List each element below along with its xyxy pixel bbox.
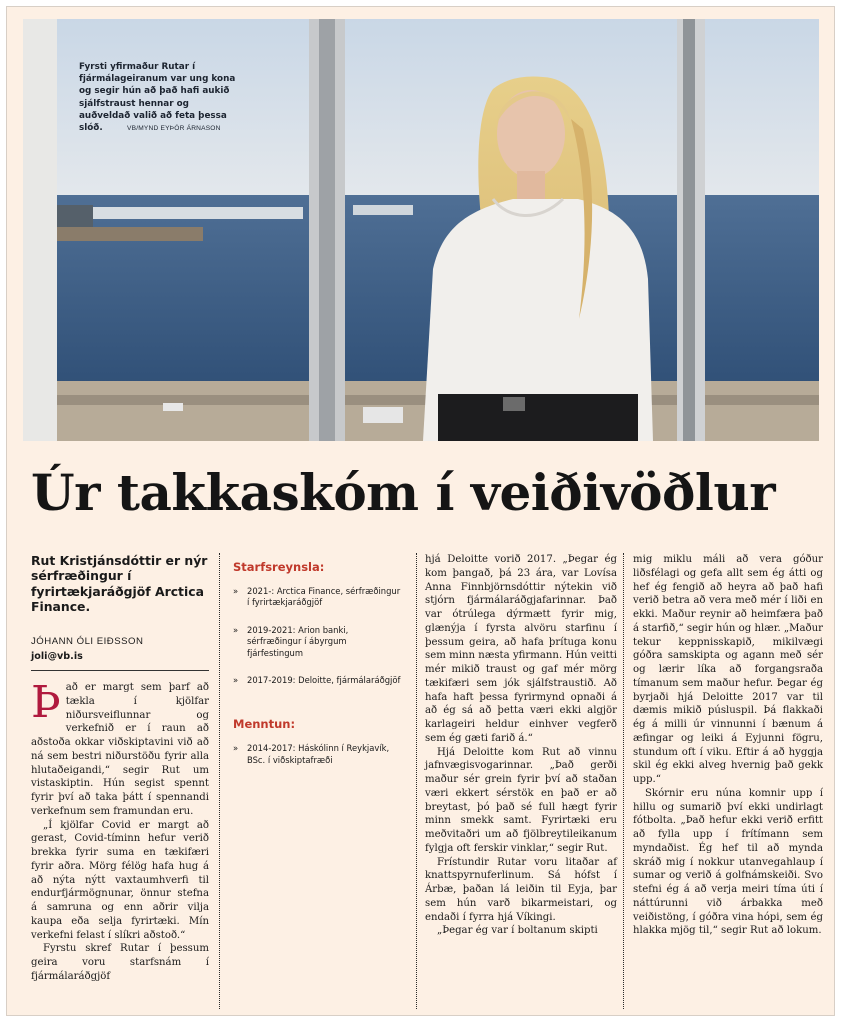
body-paragraph: mig miklu máli að vera góður liðsfélagi og gefa allt sem ég átti og hef ég fengið að heyra að það hafi verið betra að vera með mér í liði en ekki. Maður reynir að heimfæra það á starfið,“ segir hún og hlær. „Maður tekur keppnisskapið, mikilvægi góðra samskipta og agann með sér og lærir líka að forgangsraða tímanum sem maður hefur. Þegar ég byrjaði hjá Deloitte 2017 var til dæmis mikið púsluspil. Þá flakkaði ég á milli úr vinnunni í bænum á æfingar og leiki á Eyjunni fögru, stundum oft í viku. Eftir á að hyggja skil ég ekki alveg hvernig það gekk upp.“: [633, 554, 823, 785]
career-text: 2017-2019: Deloitte, fjármálaráðgjöf: [247, 675, 401, 686]
education-heading: Menntun:: [233, 717, 296, 732]
bullet-mark: »: [233, 586, 239, 596]
factbox: [233, 560, 403, 782]
body-paragraph: Hjá Deloitte kom Rut að vinnu jafnvægisvogarinnar. „Það gerði maður sér grein fyrir því að staðan væri ekkert sérstök en það er að breytast, þó það sé full hægt fyrir minn smekk samt. Fyrirtæki eru meðvitaðri um að fjölbreytileikanum fylgja oft ferskir vinklar,“ segir Rut.: [425, 746, 617, 854]
dropcap: Þ: [31, 677, 61, 729]
column-divider: [623, 553, 624, 1009]
career-item: [233, 675, 403, 686]
career-item: [233, 586, 403, 609]
body-paragraph: „Þegar ég var í boltanum skipti: [437, 925, 598, 937]
body-paragraph: „Í kjölfar Covid er margt að gerast, Covid-tíminn hefur verið brekka fyrir suma en tækifæri fyrir aðra. Mörg félög hafa hug á að nýta nýtt vaxtaumhverfi til endurfjármögnunar, önnur stefna á samruna og enn aðrir vilja kaupa eða selja fyrirtæki. Mín verkefni felast í slíkri aðstoð.“: [31, 819, 209, 941]
body-paragraph: [31, 677, 209, 819]
lead-text: Rut Kristjánsdóttir er nýr sérfræðingur í fyrirtækjaráðgjöf Arctica Finance.: [31, 553, 208, 615]
photo-credit: VB/MYND EYÞÓR ÁRNASON: [127, 125, 221, 132]
byline-rule: [31, 670, 209, 671]
column-divider: [219, 553, 220, 1009]
body-paragraph: Frístundir Rutar voru litaðar af knattspyrnuferlinum. Sá hófst í Árbæ, þaðan lá leiðin til Eyja, þar sem hún varð bikarmeistari, og endaði í fyrra hjá Víkingi.: [425, 856, 617, 923]
byline-author: JÓHANN ÓLI EIÐSSON: [31, 635, 144, 647]
headline: Úr takkaskóm í veiðivöðlur: [31, 463, 776, 522]
article-photo: [23, 19, 819, 441]
career-text: 2021-: Arctica Finance, sérfræðingur í fyrirtækjaráðgjöf: [247, 586, 401, 608]
bullet-mark: »: [233, 743, 239, 754]
bullet-mark: »: [233, 675, 239, 686]
body-text: að er margt sem þarf að tækla í kjölfar niðursveiflunnar og verkefnið er í raun að aðstoða okkar viðskiptavini við að ná sem bestri niðurstöðu fyrir alla hlutaðeigandi,“ segir Rut um vistaskiptin. Hún segist spennt fyrir því að taka þátt í spennandi verkefnum sem framundan eru.: [31, 682, 209, 817]
newspaper-page: [6, 6, 835, 1016]
career-text: 2019-2021: Arion banki, sérfræðingur í ábyrgum fjárfestingum: [247, 624, 349, 658]
column-3: [425, 553, 617, 938]
byline-email[interactable]: joli@vb.is: [31, 651, 83, 663]
career-heading: Starfsreynsla:: [233, 560, 325, 574]
bullet-mark: »: [233, 624, 239, 635]
education-item: [233, 743, 403, 766]
education-text: 2014-2017: Háskólinn í Reykjavík, BSc. í viðskiptafræði: [247, 743, 390, 765]
column-divider: [416, 553, 417, 1009]
body-paragraph: hjá Deloitte vorið 2017. „Þegar ég kom þangað, þá 23 ára, var Lovísa Anna Finnbjörnsdóttir nýtekin við stjórn fjármálaráðgjafarinnar. Það var ótrúlega dýrmætt fyrir mig, glænýja í fyrsta alvöru starfinu í þessum geira, að hafa þrítuga konu sem minn næsta yfirmann. Hún veitti mér mikið traust og gaf mér mörg tækifæri sem jók sjálfstraustið. Að hafa haft þessa fyrirmynd opnaði á að ég sá að þetta væri ekki algjör karlageiri heldur einhver vegferð sem ég gæti farið á.“: [425, 554, 617, 744]
column-1: [31, 553, 209, 984]
photo-caption: Fyrsti yfirmaður Rutar í fjármálageiranum var ung kona og segir hún að það hafi aukið sjálfstraust hennar og auðveldað valið að feta þessa slóð.: [79, 62, 236, 134]
body-paragraph: Skórnir eru núna komnir upp í hillu og sumarið því ekki undirlagt fótbolta. „Það hefur ekki verið erfitt að fylla upp í frítímann sem myndaðist. Ég hef til að mynda skráð mig í nokkur utanvegahlaup í sumar og verið á golfnámskeiði. Svo stefni ég á að verja meiri tíma úti í náttúrunni við árbakka með veiðistöng, í góðra vina hópi, sem ég hlakka mjög til,“ segir Rut að lokum.: [633, 787, 823, 937]
column-4: [633, 553, 823, 938]
body-paragraph: Fyrstu skref Rutar í þessum geira voru starfsnám í fjármálaráðgjöf: [31, 943, 209, 982]
career-item: [233, 625, 403, 659]
